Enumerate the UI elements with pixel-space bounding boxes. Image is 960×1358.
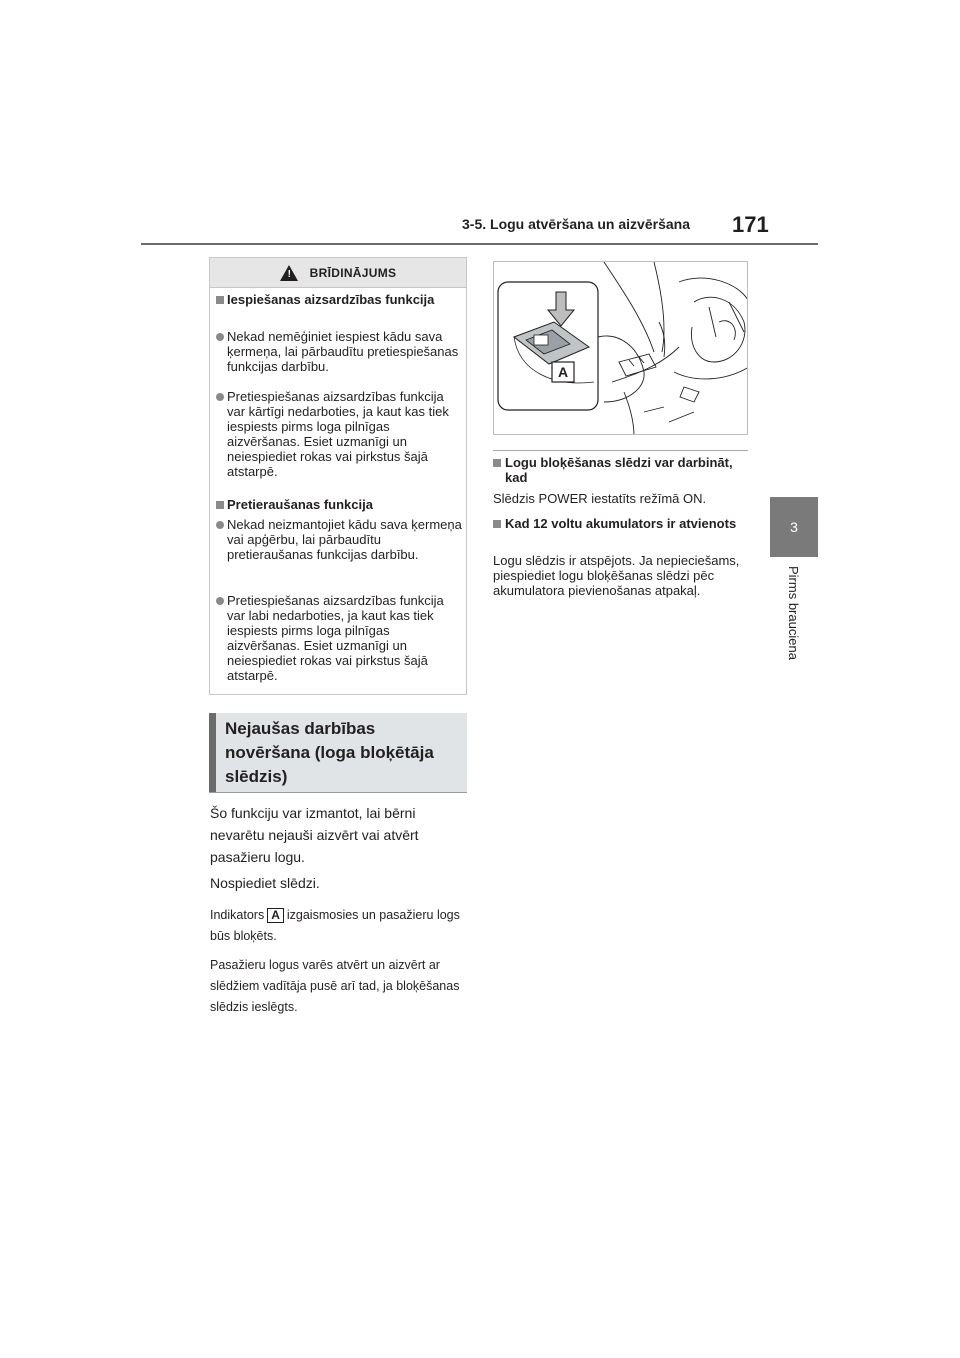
warning-bullet: Pretiespiešanas aizsardzības funkcija var labi nedarboties, ja kaut kas tiek iespiests pirms loga pilnīgas aizvēršanas. Esiet uzmanīgi un neiespiediet rokas vai pirkstus šajā atstarpē. — [216, 593, 464, 683]
figure-callout-label: A — [557, 364, 569, 380]
figure-rule — [493, 450, 748, 451]
body-paragraph: Nospiediet slēdzi. — [210, 875, 320, 891]
square-bullet-icon — [216, 296, 224, 304]
round-bullet-icon — [216, 597, 224, 605]
warning-header — [210, 258, 466, 288]
section-rule — [209, 792, 467, 793]
section-heading — [209, 713, 467, 792]
warning-bullet: Pretiespiešanas aizsardzības funkcija var kārtīgi nedarboties, ja kaut kas tiek iespiests pirms loga pilnīgas aizvēršanas. Esiet uzmanīgi un neiespiediet rokas vai pirkstus šajā atstarpē. — [216, 389, 464, 479]
round-bullet-icon — [216, 333, 224, 341]
round-bullet-icon — [216, 393, 224, 401]
warning-bullet: Nekad neizmantojiet kādu sava ķermeņa vai apģērbu, lai pārbaudītu pretieraušanas funkcijas darbību. — [216, 517, 464, 562]
indicator-callout-label: A — [267, 908, 284, 923]
header-rule — [141, 243, 818, 245]
square-bullet-icon — [493, 520, 501, 528]
chapter-tab — [770, 497, 818, 557]
body-paragraph: Šo funkciju var izmantot, lai bērni nevarētu nejauši aizvērt vai atvērt pasažieru logu. — [210, 805, 419, 865]
chapter-label — [782, 566, 806, 686]
right-heading-battery: Kad 12 voltu akumulators ir atvienots — [493, 516, 748, 531]
section-heading-bar — [209, 713, 216, 792]
door-panel-drawing — [494, 262, 748, 435]
right-paragraph: Logu slēdzis ir atspējots. Ja nepieciešams, piespiediet logu bloķēšanas slēdzi pēc akumulatora pievienošanas atpakaļ. — [493, 553, 740, 598]
right-heading-lock-switch: Logu bloķēšanas slēdzi var darbināt, kad — [493, 455, 748, 485]
square-bullet-icon — [493, 459, 501, 467]
window-lock-switch-illustration — [493, 261, 748, 435]
warning-triangle-icon: ! — [280, 265, 298, 281]
running-header: 3-5. Logu atvēršana un aizvēršana — [462, 216, 690, 232]
square-bullet-icon — [216, 501, 224, 509]
warning-title: BRĪDINĀJUMS — [309, 265, 397, 280]
body-paragraph: Pasažieru logus varēs atvērt un aizvērt ar slēdžiem vadītāja pusē arī tad, ja bloķēšanas slēdzis ieslēgts. — [210, 958, 460, 1014]
warning-heading-anti-jam: Pretieraušanas funkcija — [216, 497, 464, 512]
indicator-paragraph: Indikators A izgaismosies un pasažieru logs būs bloķēts. — [210, 908, 460, 943]
round-bullet-icon — [216, 521, 224, 529]
page-number: 171 — [732, 212, 769, 237]
chapter-number: 3 — [790, 519, 798, 535]
warning-bullet: Nekad nemēģiniet iespiest kādu sava ķermeņa, lai pārbaudītu pretiespiešanas funkcijas darbību. — [216, 329, 464, 374]
chapter-label-text: Pirms brauciena — [786, 566, 801, 660]
right-paragraph: Slēdzis POWER iestatīts režīmā ON. — [493, 491, 707, 506]
callout-inset — [498, 282, 598, 410]
section-title: Nejaušas darbības novēršana (loga bloķētāja slēdzis) — [225, 719, 434, 786]
warning-heading-anti-pinch: Iespiešanas aizsardzības funkcija — [216, 292, 464, 307]
